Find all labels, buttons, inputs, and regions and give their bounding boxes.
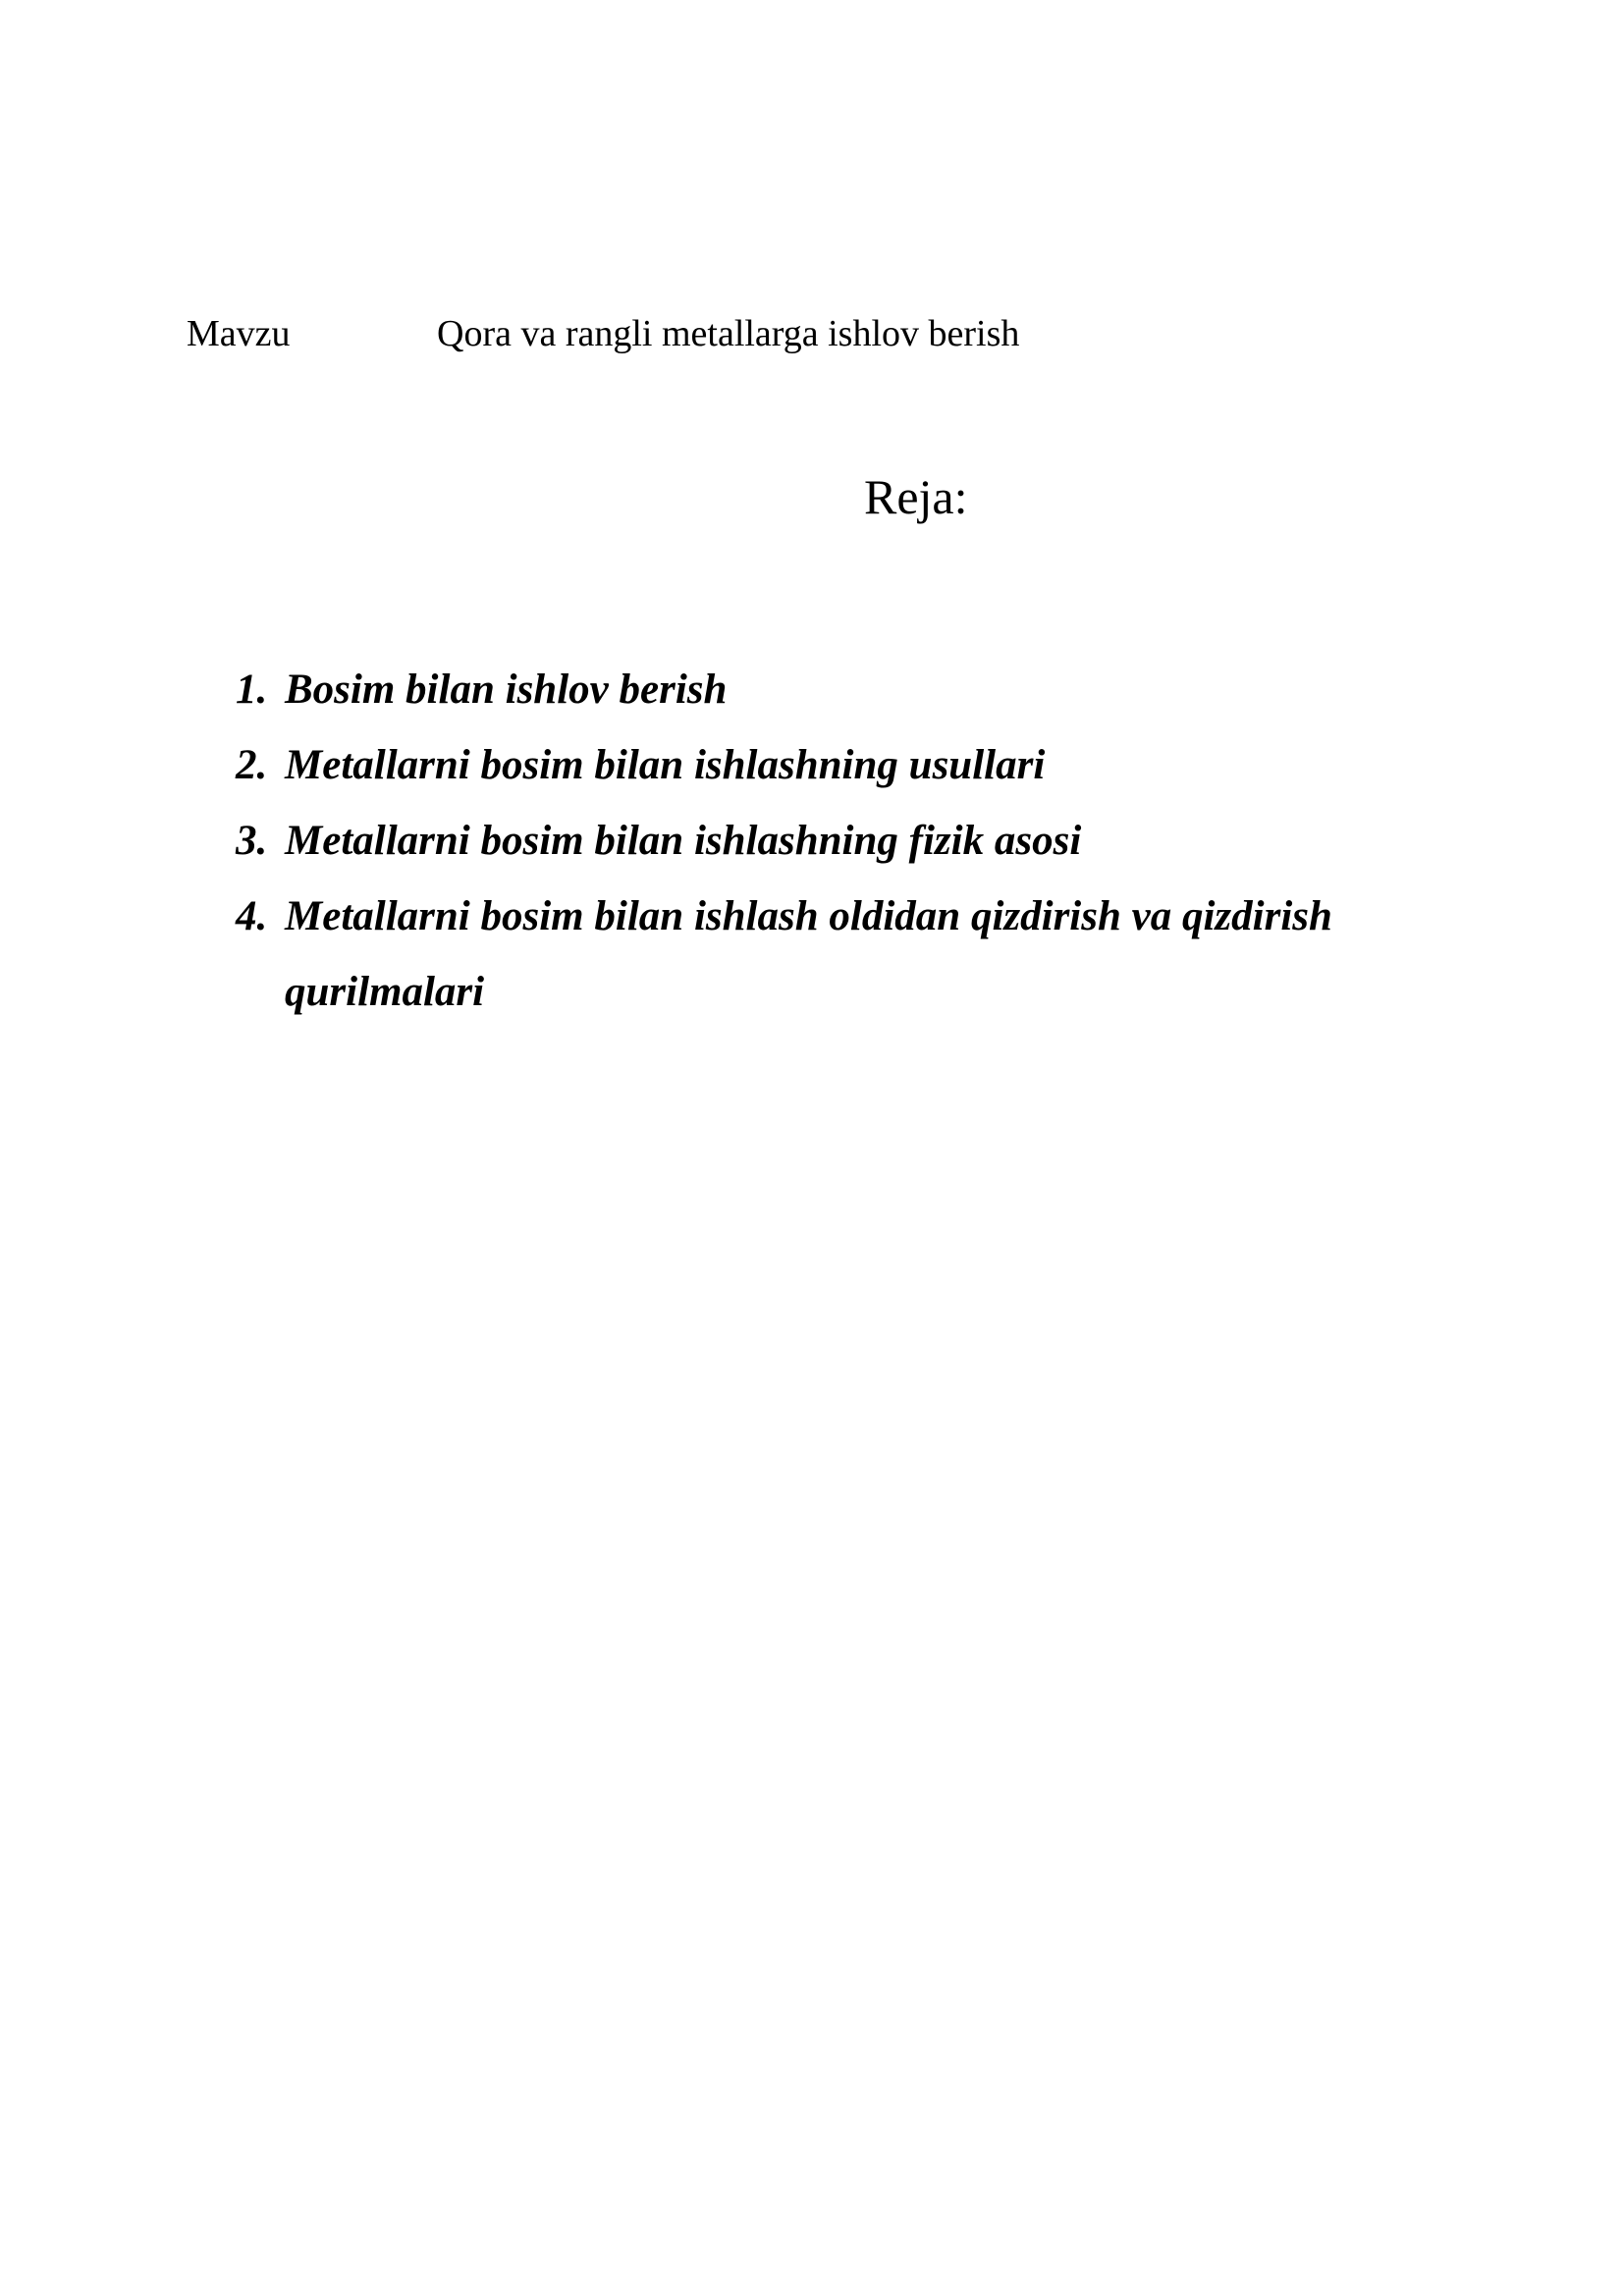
- plan-list: [236, 652, 1443, 1030]
- topic-label: Mavzu: [187, 313, 291, 354]
- plan-item-number: 4.: [236, 893, 268, 939]
- plan-item-text: Metallarni bosim bilan ishlashning fizik asosi: [285, 818, 1082, 864]
- plan-item: [236, 803, 1443, 879]
- plan-item-text: Metallarni bosim bilan ishlash oldidan qizdirish va qizdirish qurilmalari: [285, 893, 1332, 1015]
- plan-item-number: 1.: [236, 667, 268, 713]
- plan-item: [236, 879, 1443, 1030]
- plan-item-text: Bosim bilan ishlov berish: [285, 667, 728, 713]
- plan-item: [236, 652, 1443, 727]
- plan-item-number: 3.: [236, 818, 268, 864]
- topic-title: Qora va rangli metallarga ishlov berish: [437, 313, 1020, 354]
- plan-item-number: 2.: [236, 742, 268, 788]
- topic-row: [187, 312, 1019, 357]
- plan-item: [236, 727, 1443, 803]
- plan-heading: Reja:: [864, 469, 968, 524]
- plan-item-text: Metallarni bosim bilan ishlashning usullari: [285, 742, 1046, 788]
